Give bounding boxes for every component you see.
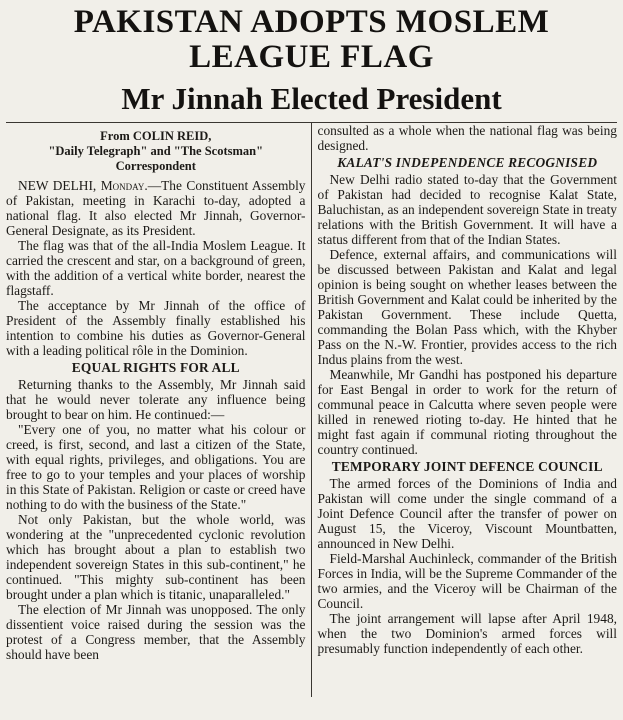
section-heading-kalat: KALAT'S INDEPENDENCE RECOGNISED xyxy=(337,155,598,170)
right-column xyxy=(311,123,618,697)
paragraph: The flag was that of the all-India Moslem League. It carried the crescent and star, on a background of green, with the addition of a vertical white border, nearest the flagstaff. xyxy=(6,238,306,298)
subheadline: Mr Jinnah Elected President xyxy=(121,81,502,116)
paragraph: The armed forces of the Dominions of India and Pakistan will come under the single command of a Joint Defence Council after the transfer of power on August 15, the Viceroy, Viscount Mountbatten, announced in New Delhi. xyxy=(317,476,617,551)
headline-line-1: PAKISTAN ADOPTS MOSLEM xyxy=(73,4,550,40)
headline-line-2: LEAGUE FLAG xyxy=(189,39,434,75)
paragraph: Not only Pakistan, but the whole world, was wondering at the "unprecedented cyclonic revolution which has brought about a plan to establish two independent sovereign States in this sub-continent," he continued. "This mighty sub-continent has been brought under a plan which is titanic, unaparalleled." xyxy=(6,512,306,602)
paragraph: New Delhi radio stated to-day that the Government of Pakistan had decided to recognise Kalat State, Baluchistan, as an independent sovereign State in treaty relations with the British Government. It will have a status different from that of the Indian States. xyxy=(317,172,617,247)
byline xyxy=(6,129,306,174)
left-column xyxy=(6,123,311,697)
paragraph: The joint arrangement will lapse after April 1948, when the two Dominion's armed forces will presumably function independently of each other. xyxy=(317,611,617,656)
paragraph: The election of Mr Jinnah was unopposed. The only dissentient voice raised during the session was the protest of a Congress member, that the Assembly should have been xyxy=(6,602,306,662)
paragraph-text: —The Constituent Assembly of Pakistan, meeting in Karachi to-day, adopted a national flag. It also elected Mr Jinnah, Governor-General Designate, as its President. xyxy=(6,178,306,238)
dateline: NEW DELHI, Monday. xyxy=(18,178,148,193)
byline-role: Correspondent xyxy=(115,159,196,173)
byline-papers: "Daily Telegraph" and "The Scotsman" xyxy=(48,144,264,158)
paragraph: Field-Marshal Auchinleck, commander of the British Forces in India, will be the Supreme Commander of the two armies, and the Viceroy will be Chairman of the Council. xyxy=(317,551,617,611)
section-heading-equal-rights: EQUAL RIGHTS FOR ALL xyxy=(71,360,240,375)
paragraph: Meanwhile, Mr Gandhi has postponed his departure for East Bengal in order to work for the return of communal peace in Calcutta where seven people were killed in renewed rioting to-day. He hinted that he might fast again if communal rioting throughout the country continued. xyxy=(317,367,617,457)
paragraph: The acceptance by Mr Jinnah of the office of President of the Assembly finally established his intention to combine his duties as Governor-General with a leading political rôle in the Dominion. xyxy=(6,298,306,358)
paragraph: Returning thanks to the Assembly, Mr Jinnah said that he would never tolerate any influence being brought to bear on him. He continued:— xyxy=(6,377,306,422)
paragraph: "Every one of you, no matter what his colour or creed, is first, second, and last a citizen of the State, with equal rights, privileges, and obligations. You are free to go to your temples and your places of worship in this State of Pakistan. Religion or caste or creed have nothing to do with the business of the State." xyxy=(6,422,306,512)
section-heading-defence-council: TEMPORARY JOINT DEFENCE COUNCIL xyxy=(331,459,603,474)
byline-from: From COLIN REID, xyxy=(100,129,212,143)
paragraph: consulted as a whole when the national flag was being designed. xyxy=(317,123,617,153)
paragraph: Defence, external affairs, and communications will be discussed between Pakistan and Kalat and legal opinion is being sought on whether leases between the British Government and Kalat could be inherited by the Pakistan Government. These include Quetta, commanding the Bolan Pass which, with the Khyber Pass on the N.-W. Frontier, provides access to the rich Indus plains from the west. xyxy=(317,247,617,367)
paragraph xyxy=(6,178,306,238)
article-columns xyxy=(6,123,617,697)
